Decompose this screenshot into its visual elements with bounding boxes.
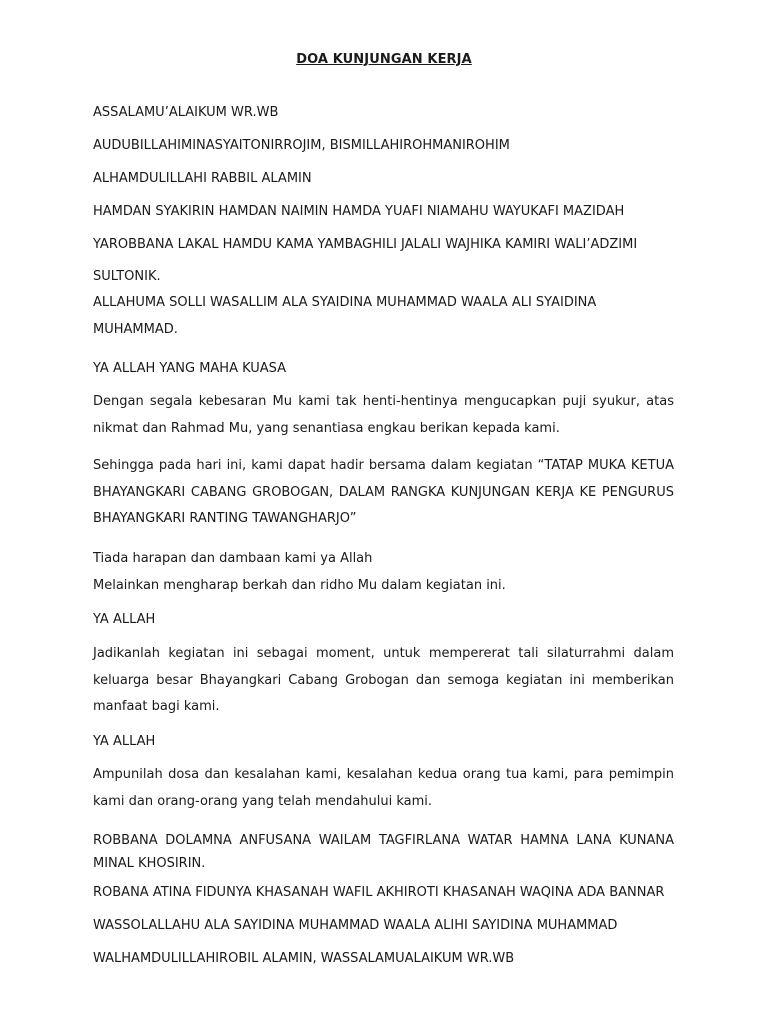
melainkan-line: Melainkan mengharap berkah dan ridho Mu dalam kegiatan ini. bbox=[93, 578, 506, 593]
yarobbana-line: YAROBBANA LAKAL HAMDU KAMA YAMBAGHILI JALALI WAJHIKA KAMIRI WALI’ADZIMI bbox=[93, 237, 638, 252]
ya-allah-heading-1: YA ALLAH bbox=[93, 612, 156, 627]
sehingga-paragraph: Sehingga pada hari ini, kami dapat hadir bersama dalam kegiatan “TATAP MUKA KETUA BHAYANGKARI CABANG GROBOGAN, DALAM RANGKA KUNJUNGAN KERJA KE PENGURUS BHAYANGKARI RANTING TAWANGHARJO” bbox=[93, 458, 674, 526]
salam-line: ASSALAMU’ALAIKUM WR.WB bbox=[93, 105, 279, 120]
document-title: DOA KUNJUNGAN KERJA bbox=[296, 52, 472, 67]
jadikanlah-paragraph: Jadikanlah kegiatan ini sebagai moment, untuk mempererat tali silaturrahmi dalam keluarga besar Bhayangkari Cabang Grobogan dan semoga kegiatan ini memberikan manfaat bagi kami. bbox=[93, 646, 674, 714]
sultonik-line: SULTONIK. bbox=[93, 269, 161, 284]
kebesaran-paragraph: Dengan segala kebesaran Mu kami tak henti-hentinya mengucapkan puji syukur, atas nikmat dan Rahmad Mu, yang senantiasa engkau berikan kepada kami. bbox=[93, 394, 674, 436]
penutup-line: WALHAMDULILLAHIROBIL ALAMIN, WASSALAMUALAIKUM WR.WB bbox=[93, 951, 515, 966]
ampunilah-paragraph: Ampunilah dosa dan kesalahan kami, kesalahan kedua orang tua kami, para pemimpin kami dan orang-orang yang telah mendahului kami. bbox=[93, 767, 674, 809]
robana-atina-line: ROBANA ATINA FIDUNYA KHASANAH WAFIL AKHIROTI KHASANAH WAQINA ADA BANNAR bbox=[93, 885, 665, 900]
hamdan-line: HAMDAN SYAKIRIN HAMDAN NAIMIN HAMDA YUAFI NIAMAHU WAYUKAFI MAZIDAH bbox=[93, 204, 625, 219]
ya-allah-maha-kuasa-heading: YA ALLAH YANG MAHA KUASA bbox=[93, 361, 287, 376]
alhamdulillah-line: ALHAMDULILLAHI RABBIL ALAMIN bbox=[93, 171, 312, 186]
ya-allah-heading-2: YA ALLAH bbox=[93, 734, 156, 749]
sholawat-paragraph: ALLAHUMA SOLLI WASALLIM ALA SYAIDINA MUHAMMAD WAALA ALI SYAIDINA MUHAMMAD. bbox=[93, 295, 597, 337]
wassolallahu-line: WASSOLALLAHU ALA SAYIDINA MUHAMMAD WAALA ALIHI SAYIDINA MUHAMMAD bbox=[93, 918, 618, 933]
tiada-harapan-line: Tiada harapan dan dambaan kami ya Allah bbox=[93, 551, 373, 566]
robbana-dolamna-paragraph: ROBBANA DOLAMNA ANFUSANA WAILAM TAGFIRLANA WATAR HAMNA LANA KUNANA MINAL KHOSIRIN. bbox=[93, 833, 674, 871]
audzubillah-line: AUDUBILLAHIMINASYAITONIRROJIM, BISMILLAHIROHMANIROHIM bbox=[93, 138, 510, 153]
